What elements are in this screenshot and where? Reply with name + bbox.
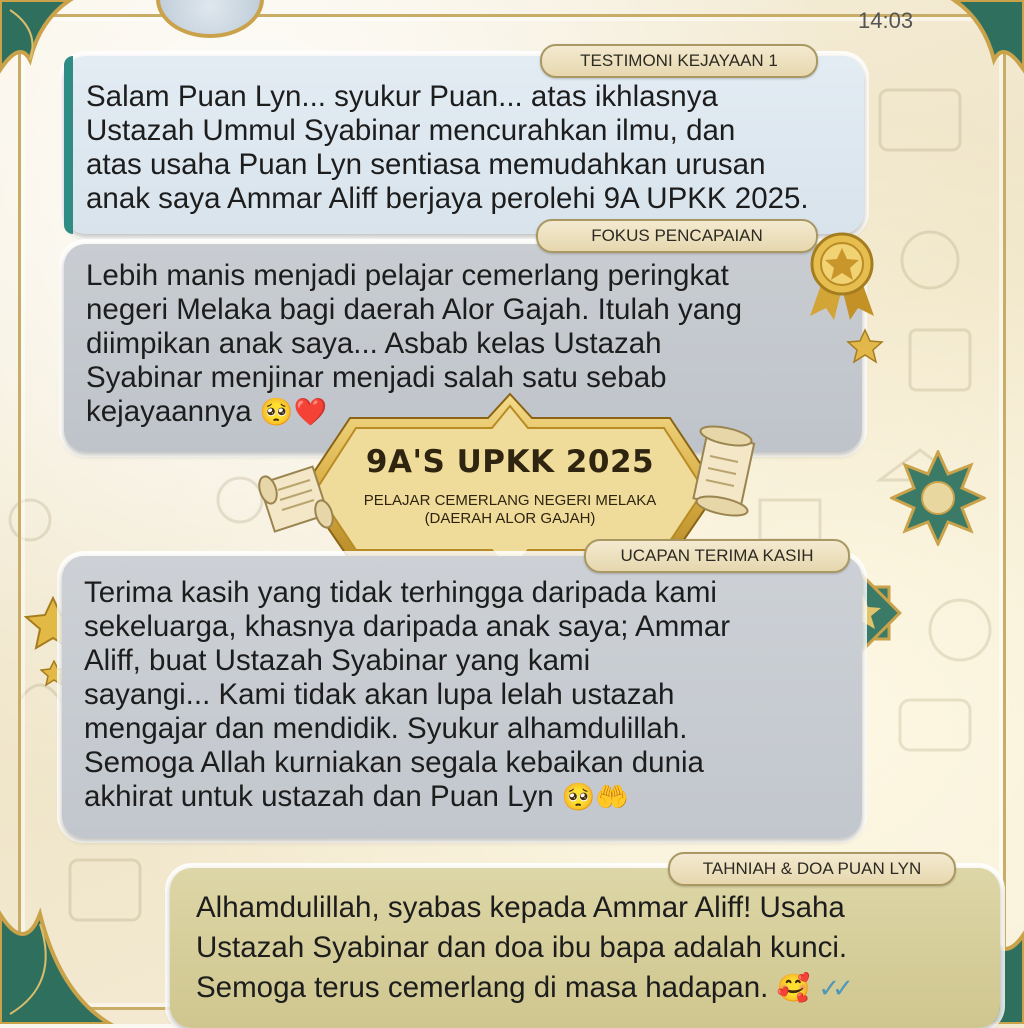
message-bubble-testimoni[interactable] — [64, 56, 864, 234]
star-icon — [846, 328, 884, 366]
emoji-smiling-hearts: 🥰 — [776, 973, 811, 1004]
message-tag: TAHNIAH & DOA PUAN LYN — [668, 852, 956, 886]
read-receipt-icon: ✓✓ — [818, 974, 846, 1004]
message-text — [84, 576, 730, 815]
islamic-star-icon — [890, 450, 986, 546]
emoji-pleading-hands: 🥺🤲 — [561, 782, 630, 813]
message-bubble-terima-kasih[interactable] — [62, 556, 862, 838]
emoji-pleading-heart: 🥺❤️ — [259, 397, 328, 428]
scroll-icon — [686, 420, 766, 520]
scroll-icon — [250, 460, 340, 540]
message-text: Salam Puan Lyn... syukur Puan... atas ikhlasnya Ustazah Ummul Syabinar mencurahkan ilmu, dan atas usaha Puan Lyn sentiasa memudahkan urusan anak saya Ammar Aliff berjaya perolehi 9A UPKK 2025. — [86, 80, 809, 215]
message-text-body: Lebih manis menjadi pelajar cemerlang peringkat negeri Melaka bagi daerah Alor Gajah. Itulah yang diimpikan anak saya... Asbab kelas Ustazah Syabinar menjinar menjadi salah satu sebab kejayaannya — [86, 259, 742, 428]
ornament-corner-bottom-left — [0, 884, 140, 1024]
message-tag: FOKUS PENCAPAIAN — [536, 219, 818, 253]
message-bubble-tahniah[interactable] — [170, 868, 1000, 1028]
message-text — [196, 888, 847, 1009]
message-text-body: Terima kasih yang tidak terhingga daripada kami sekeluarga, khasnya daripada anak saya; Ammar Aliff, buat Ustazah Syabinar yang kami sayangi... Kami tidak akan lupa lelah ustazah mengajar dan mendidik. Syukur alhamdulillah. Semoga Allah kurniakan segala kebaikan dunia akhirat untuk ustazah dan Puan Lyn — [84, 576, 731, 813]
quote-accent-bar — [64, 56, 73, 234]
message-tag: UCAPAN TERIMA KASIH — [584, 539, 850, 573]
message-text-body: Alhamdulillah, syabas kepada Ammar Aliff! Usaha Ustazah Syabinar dan doa ibu bapa adalah kunci. Semoga terus cemerlang di masa hadapan. — [196, 891, 848, 1004]
message-time: 14:03 — [858, 8, 914, 33]
message-tag: TESTIMONI KEJAYAAN 1 — [540, 44, 818, 78]
banner-title: 9A'S UPKK 2025 — [365, 444, 655, 480]
banner-subtitle: PELAJAR CEMERLANG NEGERI MELAKA (DAERAH ALOR GAJAH) — [363, 492, 657, 527]
medal-icon — [804, 232, 880, 322]
